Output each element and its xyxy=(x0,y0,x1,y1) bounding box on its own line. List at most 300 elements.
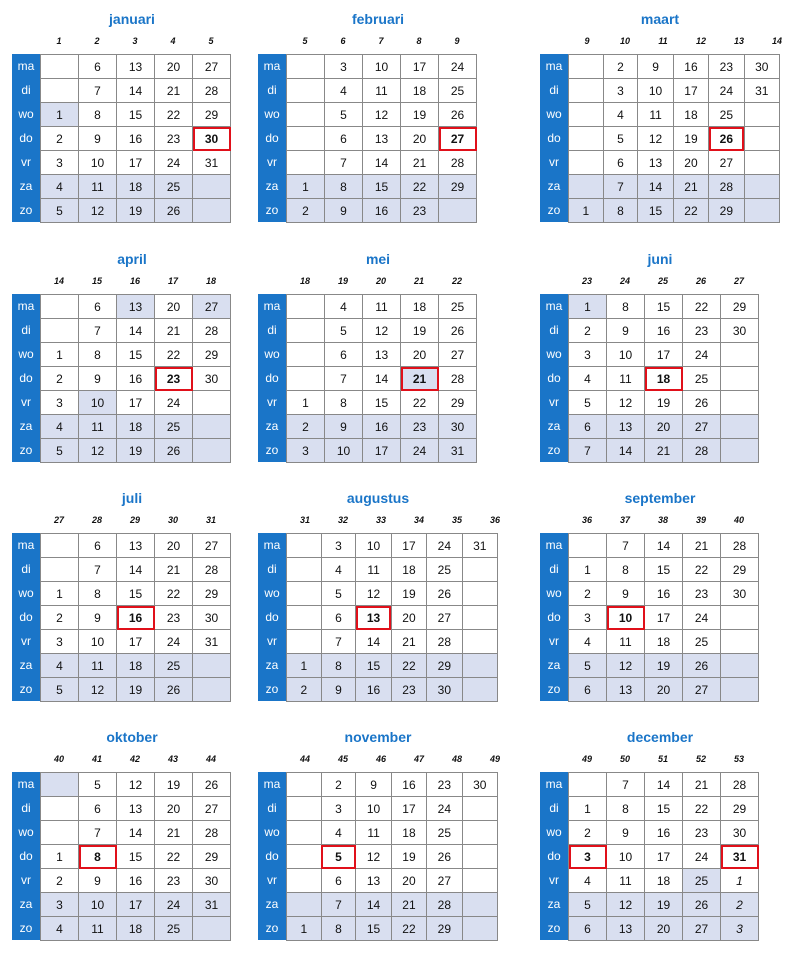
week-row xyxy=(41,391,231,415)
weekday-column xyxy=(258,54,286,222)
day-cell xyxy=(287,79,325,103)
week-number: 11 xyxy=(658,36,668,46)
week-row xyxy=(287,797,498,821)
weekday-column xyxy=(12,533,40,701)
weekday-label: za xyxy=(19,658,33,672)
day-cell: 2 xyxy=(41,606,79,630)
day-cell: 5 xyxy=(41,439,79,463)
week-row xyxy=(41,845,231,869)
day-cell: 22 xyxy=(155,103,193,127)
day-cell: 23 xyxy=(683,319,721,343)
day-cell: 9 xyxy=(79,127,117,151)
day-cell: 21 xyxy=(155,79,193,103)
week-number: 52 xyxy=(695,754,706,764)
day-cell: 15 xyxy=(117,343,155,367)
day-grid xyxy=(40,772,231,941)
day-cell: 10 xyxy=(79,630,117,654)
weekday-column xyxy=(540,54,568,222)
month-title: augustus xyxy=(346,490,410,506)
weekday-label: do xyxy=(547,371,561,385)
day-cell xyxy=(569,55,604,79)
week-row xyxy=(287,79,477,103)
day-cell: 24 xyxy=(401,439,439,463)
day-cell: 18 xyxy=(401,79,439,103)
weekday-label: do xyxy=(547,610,561,624)
day-cell: 25 xyxy=(439,295,477,319)
weekday-label: za xyxy=(547,897,561,911)
day-cell: 10 xyxy=(79,893,117,917)
day-cell: 5 xyxy=(79,773,117,797)
day-cell: 12 xyxy=(356,845,391,869)
day-cell: 22 xyxy=(155,582,193,606)
day-cell: 9 xyxy=(607,582,645,606)
weekday-label: zo xyxy=(265,203,279,217)
day-cell: 8 xyxy=(79,845,117,869)
weekday-label: ma xyxy=(263,59,281,73)
day-cell: 7 xyxy=(607,773,645,797)
week-row xyxy=(41,295,231,319)
day-cell: 6 xyxy=(79,295,117,319)
day-cell: 11 xyxy=(79,415,117,439)
day-cell: 5 xyxy=(41,678,79,702)
day-cell: 12 xyxy=(607,893,645,917)
day-cell: 16 xyxy=(645,582,683,606)
day-cell: 22 xyxy=(401,175,439,199)
day-cell: 24 xyxy=(683,343,721,367)
week-row xyxy=(569,175,780,199)
week-number: 40 xyxy=(733,515,744,525)
day-cell: 9 xyxy=(321,678,356,702)
day-cell xyxy=(287,773,322,797)
weekday-label: di xyxy=(549,801,559,815)
day-cell: 24 xyxy=(427,534,462,558)
week-row xyxy=(287,558,498,582)
day-cell: 10 xyxy=(607,606,645,630)
day-cell: 7 xyxy=(321,630,356,654)
week-row xyxy=(41,343,231,367)
day-cell: 21 xyxy=(401,151,439,175)
day-cell: 4 xyxy=(321,558,356,582)
day-cell: 10 xyxy=(356,534,391,558)
day-cell: 9 xyxy=(607,821,645,845)
week-row xyxy=(569,439,759,463)
day-cell: 16 xyxy=(363,415,401,439)
day-cell: 13 xyxy=(117,797,155,821)
day-cell: 14 xyxy=(356,630,391,654)
day-cell: 9 xyxy=(356,773,391,797)
day-cell: 14 xyxy=(645,534,683,558)
day-cell: 10 xyxy=(79,391,117,415)
day-cell: 5 xyxy=(321,582,356,606)
day-cell: 1 xyxy=(569,558,607,582)
day-cell: 25 xyxy=(155,917,193,941)
day-cell: 25 xyxy=(683,367,721,391)
day-cell: 2 xyxy=(41,367,79,391)
day-cell: 30 xyxy=(721,821,759,845)
day-cell: 29 xyxy=(427,917,462,941)
day-cell xyxy=(462,893,497,917)
day-cell xyxy=(41,319,79,343)
weekday-label: vr xyxy=(549,155,559,169)
day-cell: 6 xyxy=(79,55,117,79)
day-cell xyxy=(721,439,759,463)
day-cell: 18 xyxy=(391,821,426,845)
day-cell: 11 xyxy=(363,79,401,103)
week-row xyxy=(41,439,231,463)
day-cell: 13 xyxy=(117,534,155,558)
day-cell xyxy=(569,79,604,103)
day-cell xyxy=(41,797,79,821)
month-title: april xyxy=(117,251,147,267)
day-cell: 16 xyxy=(391,773,426,797)
day-cell xyxy=(744,103,779,127)
week-number: 1 xyxy=(56,36,62,46)
day-cell xyxy=(287,630,322,654)
day-cell: 13 xyxy=(607,917,645,941)
day-cell: 15 xyxy=(356,917,391,941)
day-cell: 29 xyxy=(439,175,477,199)
weekday-label: do xyxy=(19,131,33,145)
day-cell xyxy=(744,199,779,223)
day-cell xyxy=(193,415,231,439)
weekday-label: ma xyxy=(545,299,563,313)
weekday-label: do xyxy=(547,131,561,145)
week-row xyxy=(41,127,231,151)
day-cell: 20 xyxy=(155,797,193,821)
day-cell: 22 xyxy=(683,295,721,319)
day-cell xyxy=(462,654,497,678)
day-cell: 6 xyxy=(79,534,117,558)
week-row xyxy=(41,175,231,199)
day-cell: 2 xyxy=(321,773,356,797)
day-cell: 25 xyxy=(709,103,744,127)
day-cell: 16 xyxy=(117,606,155,630)
week-number: 9 xyxy=(584,36,590,46)
day-cell: 17 xyxy=(391,797,426,821)
weekday-label: di xyxy=(549,323,559,337)
weekday-column xyxy=(258,294,286,462)
day-cell: 4 xyxy=(41,654,79,678)
weekday-column xyxy=(540,533,568,701)
week-number: 14 xyxy=(771,36,782,46)
day-cell: 22 xyxy=(683,558,721,582)
weekday-label: ma xyxy=(545,59,563,73)
day-cell: 17 xyxy=(645,343,683,367)
day-grid xyxy=(40,54,231,223)
week-row xyxy=(287,415,477,439)
week-row xyxy=(41,79,231,103)
day-cell: 21 xyxy=(683,773,721,797)
day-cell: 9 xyxy=(638,55,673,79)
month-title: juni xyxy=(647,251,673,267)
day-cell: 4 xyxy=(325,295,363,319)
day-cell xyxy=(721,391,759,415)
day-cell: 21 xyxy=(401,367,439,391)
day-cell: 17 xyxy=(401,55,439,79)
week-row xyxy=(41,917,231,941)
week-number: 14 xyxy=(53,276,64,286)
week-row xyxy=(287,151,477,175)
day-grid xyxy=(286,54,477,223)
weekday-label: zo xyxy=(19,443,33,457)
day-cell: 1 xyxy=(569,199,604,223)
day-cell xyxy=(569,127,604,151)
day-cell: 12 xyxy=(638,127,673,151)
day-cell: 1 xyxy=(721,869,759,893)
day-cell: 29 xyxy=(193,582,231,606)
weekday-label: do xyxy=(265,131,279,145)
day-cell: 10 xyxy=(638,79,673,103)
day-grid xyxy=(286,294,477,463)
week-number: 12 xyxy=(695,36,706,46)
week-row xyxy=(41,773,231,797)
week-row xyxy=(41,654,231,678)
day-cell: 3 xyxy=(41,391,79,415)
day-cell: 23 xyxy=(401,199,439,223)
day-cell: 6 xyxy=(325,127,363,151)
day-cell: 12 xyxy=(363,103,401,127)
day-cell: 30 xyxy=(744,55,779,79)
day-cell: 19 xyxy=(401,319,439,343)
week-number: 36 xyxy=(489,515,500,525)
weekday-label: ma xyxy=(545,538,563,552)
day-cell: 31 xyxy=(193,630,231,654)
day-cell: 1 xyxy=(41,343,79,367)
day-cell: 13 xyxy=(638,151,673,175)
week-row xyxy=(41,151,231,175)
week-number: 17 xyxy=(167,276,178,286)
week-row xyxy=(287,343,477,367)
weekday-label: za xyxy=(265,179,279,193)
day-cell: 13 xyxy=(607,678,645,702)
day-cell: 19 xyxy=(401,103,439,127)
day-cell: 1 xyxy=(287,175,325,199)
day-cell: 17 xyxy=(391,534,426,558)
week-number: 18 xyxy=(205,276,216,286)
week-row xyxy=(41,55,231,79)
week-row xyxy=(569,79,780,103)
day-cell: 5 xyxy=(569,654,607,678)
day-cell xyxy=(287,319,325,343)
weekday-label: ma xyxy=(263,299,281,313)
day-cell: 22 xyxy=(401,391,439,415)
weekday-label: ma xyxy=(545,777,563,791)
day-cell: 30 xyxy=(427,678,462,702)
day-cell: 10 xyxy=(356,797,391,821)
day-cell: 27 xyxy=(683,678,721,702)
weekday-label: di xyxy=(267,562,277,576)
weekday-label: wo xyxy=(264,107,280,121)
day-cell xyxy=(744,175,779,199)
weekday-label: vr xyxy=(267,395,277,409)
day-cell xyxy=(287,127,325,151)
day-cell: 13 xyxy=(117,295,155,319)
day-cell: 15 xyxy=(645,295,683,319)
day-cell: 9 xyxy=(79,367,117,391)
day-cell: 4 xyxy=(41,415,79,439)
day-cell: 6 xyxy=(321,869,356,893)
day-cell: 5 xyxy=(325,103,363,127)
day-cell: 7 xyxy=(607,534,645,558)
week-row xyxy=(569,558,759,582)
day-cell: 2 xyxy=(287,678,322,702)
day-cell xyxy=(41,821,79,845)
day-cell xyxy=(462,797,497,821)
day-cell: 22 xyxy=(155,845,193,869)
day-cell: 30 xyxy=(193,869,231,893)
day-cell xyxy=(462,678,497,702)
day-cell: 14 xyxy=(363,151,401,175)
day-cell: 8 xyxy=(79,103,117,127)
day-cell: 24 xyxy=(155,630,193,654)
day-cell: 18 xyxy=(391,558,426,582)
day-cell: 6 xyxy=(569,678,607,702)
day-cell: 7 xyxy=(569,439,607,463)
day-cell: 25 xyxy=(683,630,721,654)
day-cell xyxy=(287,295,325,319)
day-cell: 31 xyxy=(193,151,231,175)
day-cell: 8 xyxy=(603,199,638,223)
day-cell: 1 xyxy=(41,582,79,606)
week-row xyxy=(287,582,498,606)
day-grid xyxy=(568,54,780,223)
day-cell: 24 xyxy=(155,893,193,917)
day-cell: 11 xyxy=(356,558,391,582)
day-cell: 29 xyxy=(721,295,759,319)
week-row xyxy=(287,917,498,941)
weekday-label: do xyxy=(19,371,33,385)
day-cell: 11 xyxy=(363,295,401,319)
weekday-label: za xyxy=(547,179,561,193)
day-cell: 18 xyxy=(117,415,155,439)
weekday-label: do xyxy=(265,371,279,385)
day-cell: 22 xyxy=(155,343,193,367)
day-cell: 23 xyxy=(401,415,439,439)
day-cell: 4 xyxy=(569,630,607,654)
day-cell: 24 xyxy=(155,151,193,175)
day-cell: 12 xyxy=(607,654,645,678)
day-cell: 11 xyxy=(79,175,117,199)
day-cell: 8 xyxy=(325,175,363,199)
week-row xyxy=(569,295,759,319)
day-cell: 26 xyxy=(155,678,193,702)
day-cell: 21 xyxy=(683,534,721,558)
day-cell: 27 xyxy=(193,534,231,558)
day-cell: 11 xyxy=(607,367,645,391)
week-row xyxy=(287,295,477,319)
day-cell: 31 xyxy=(721,845,759,869)
day-cell: 12 xyxy=(356,582,391,606)
day-cell: 14 xyxy=(645,773,683,797)
week-row xyxy=(287,534,498,558)
day-cell: 14 xyxy=(356,893,391,917)
weekday-label: zo xyxy=(265,921,279,935)
week-number: 36 xyxy=(581,515,592,525)
week-row xyxy=(569,343,759,367)
week-row xyxy=(41,367,231,391)
day-cell: 8 xyxy=(321,917,356,941)
day-cell: 3 xyxy=(321,797,356,821)
day-cell: 20 xyxy=(645,415,683,439)
day-cell xyxy=(287,103,325,127)
weekday-label: wo xyxy=(18,586,34,600)
day-cell: 21 xyxy=(155,821,193,845)
weekday-label: wo xyxy=(546,586,562,600)
day-cell: 4 xyxy=(603,103,638,127)
week-number: 40 xyxy=(53,754,64,764)
weekday-label: za xyxy=(19,179,33,193)
week-number: 8 xyxy=(416,36,422,46)
day-cell: 15 xyxy=(363,175,401,199)
day-cell xyxy=(744,127,779,151)
day-cell: 10 xyxy=(607,343,645,367)
day-cell xyxy=(193,678,231,702)
week-row xyxy=(287,893,498,917)
day-cell: 17 xyxy=(117,893,155,917)
day-cell: 18 xyxy=(117,654,155,678)
weekday-column xyxy=(12,54,40,222)
week-number: 33 xyxy=(375,515,386,525)
day-cell: 30 xyxy=(439,415,477,439)
day-cell: 1 xyxy=(569,295,607,319)
day-cell: 14 xyxy=(638,175,673,199)
day-cell: 2 xyxy=(287,199,325,223)
weekday-label: di xyxy=(267,83,277,97)
day-cell xyxy=(569,534,607,558)
day-cell: 29 xyxy=(193,845,231,869)
week-number: 26 xyxy=(695,276,706,286)
day-cell xyxy=(721,367,759,391)
day-cell: 13 xyxy=(363,127,401,151)
day-cell: 2 xyxy=(569,582,607,606)
day-cell xyxy=(41,79,79,103)
weekday-label: di xyxy=(267,801,277,815)
week-number: 2 xyxy=(94,36,100,46)
day-cell: 16 xyxy=(645,319,683,343)
week-number: 7 xyxy=(378,36,384,46)
day-cell: 6 xyxy=(569,415,607,439)
day-cell: 20 xyxy=(155,295,193,319)
week-number: 9 xyxy=(454,36,460,46)
weekday-column xyxy=(540,772,568,940)
day-cell: 1 xyxy=(287,654,322,678)
day-cell xyxy=(287,606,322,630)
day-cell: 28 xyxy=(193,79,231,103)
day-cell: 7 xyxy=(325,151,363,175)
week-row xyxy=(287,678,498,702)
day-cell: 16 xyxy=(645,821,683,845)
week-number: 3 xyxy=(132,36,138,46)
week-row xyxy=(41,606,231,630)
day-grid xyxy=(568,772,759,941)
week-number: 5 xyxy=(302,36,308,46)
day-cell: 3 xyxy=(325,55,363,79)
week-number: 34 xyxy=(413,515,424,525)
day-cell xyxy=(462,558,497,582)
day-cell: 15 xyxy=(645,797,683,821)
day-cell: 21 xyxy=(155,319,193,343)
week-number: 16 xyxy=(129,276,140,286)
weekday-label: wo xyxy=(546,107,562,121)
day-cell: 14 xyxy=(117,319,155,343)
day-cell: 21 xyxy=(673,175,708,199)
day-cell: 19 xyxy=(391,582,426,606)
weekday-label: ma xyxy=(17,299,35,313)
day-cell: 30 xyxy=(721,582,759,606)
day-cell: 3 xyxy=(569,606,607,630)
day-cell xyxy=(287,869,322,893)
week-number: 46 xyxy=(375,754,386,764)
